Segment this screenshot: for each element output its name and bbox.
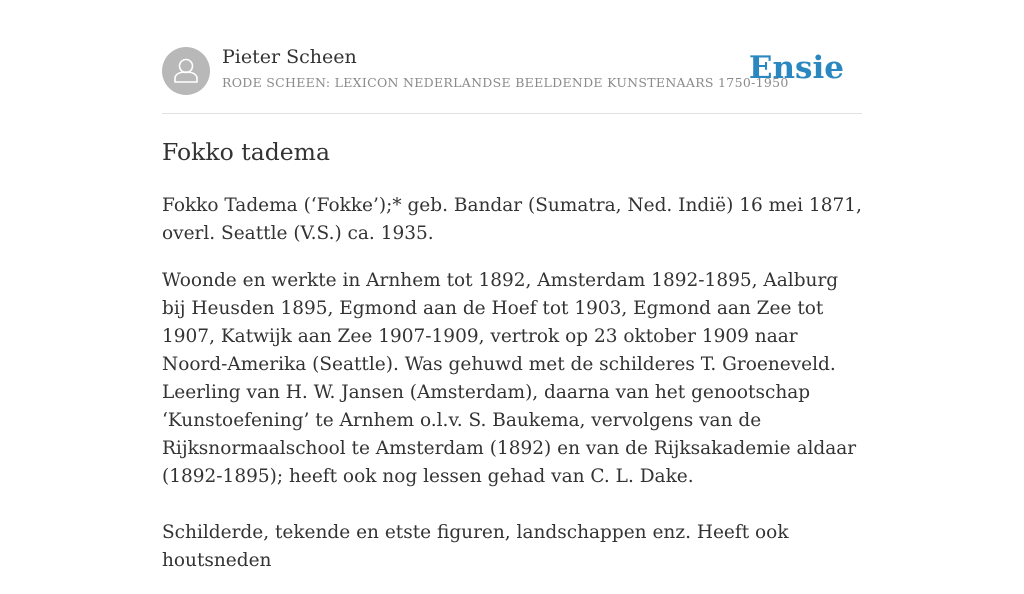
article-body (162, 136, 862, 594)
paragraph-biography: Woonde en werkte in Arnhem tot 1892, Amsterdam 1892-1895, Aalburg bij Heusden 1895, Egmond aan de Hoef tot 1903, Egmond aan Zee tot 1907, Katwijk aan Zee 1907-1909, vertrok op 23 oktober 1909 naar Noord-Amerika (Seattle). Was gehuwd met de schilderes T. Groeneveld. Leerling van H. W. Jansen (Amsterdam), daarna van het genootschap ‘Kunstoefening’ te Arnhem o.l.v. S. Baukema, vervolgens van de Rijksnormaalschool te Amsterdam (1892) en van de Rijksakademie aldaar (1892-1895); heeft ook nog lessen gehad van C. L. Dake. (162, 270, 857, 487)
article-header (162, 46, 862, 96)
source-title[interactable]: RODE SCHEEN: LEXICON NEDERLANDSE BEELDENDE KUNSTENAARS 1750-1950 (222, 75, 789, 90)
header-divider (162, 113, 862, 114)
paragraph-works: Schilderde, tekende en etste figuren, landschappen enz. Heeft ook houtsneden (162, 522, 789, 571)
article-title: Fokko tadema (162, 138, 330, 166)
author-name[interactable]: Pieter Scheen (222, 46, 357, 68)
user-icon (162, 47, 210, 95)
paragraph-birth-death: Fokko Tadema (‘Fokke’);* geb. Bandar (Sumatra, Ned. Indië) 16 mei 1871, overl. Seattle (V.S.) ca. 1935. (162, 195, 862, 244)
ensie-logo[interactable]: Ensie (748, 50, 844, 86)
avatar[interactable] (162, 47, 210, 95)
